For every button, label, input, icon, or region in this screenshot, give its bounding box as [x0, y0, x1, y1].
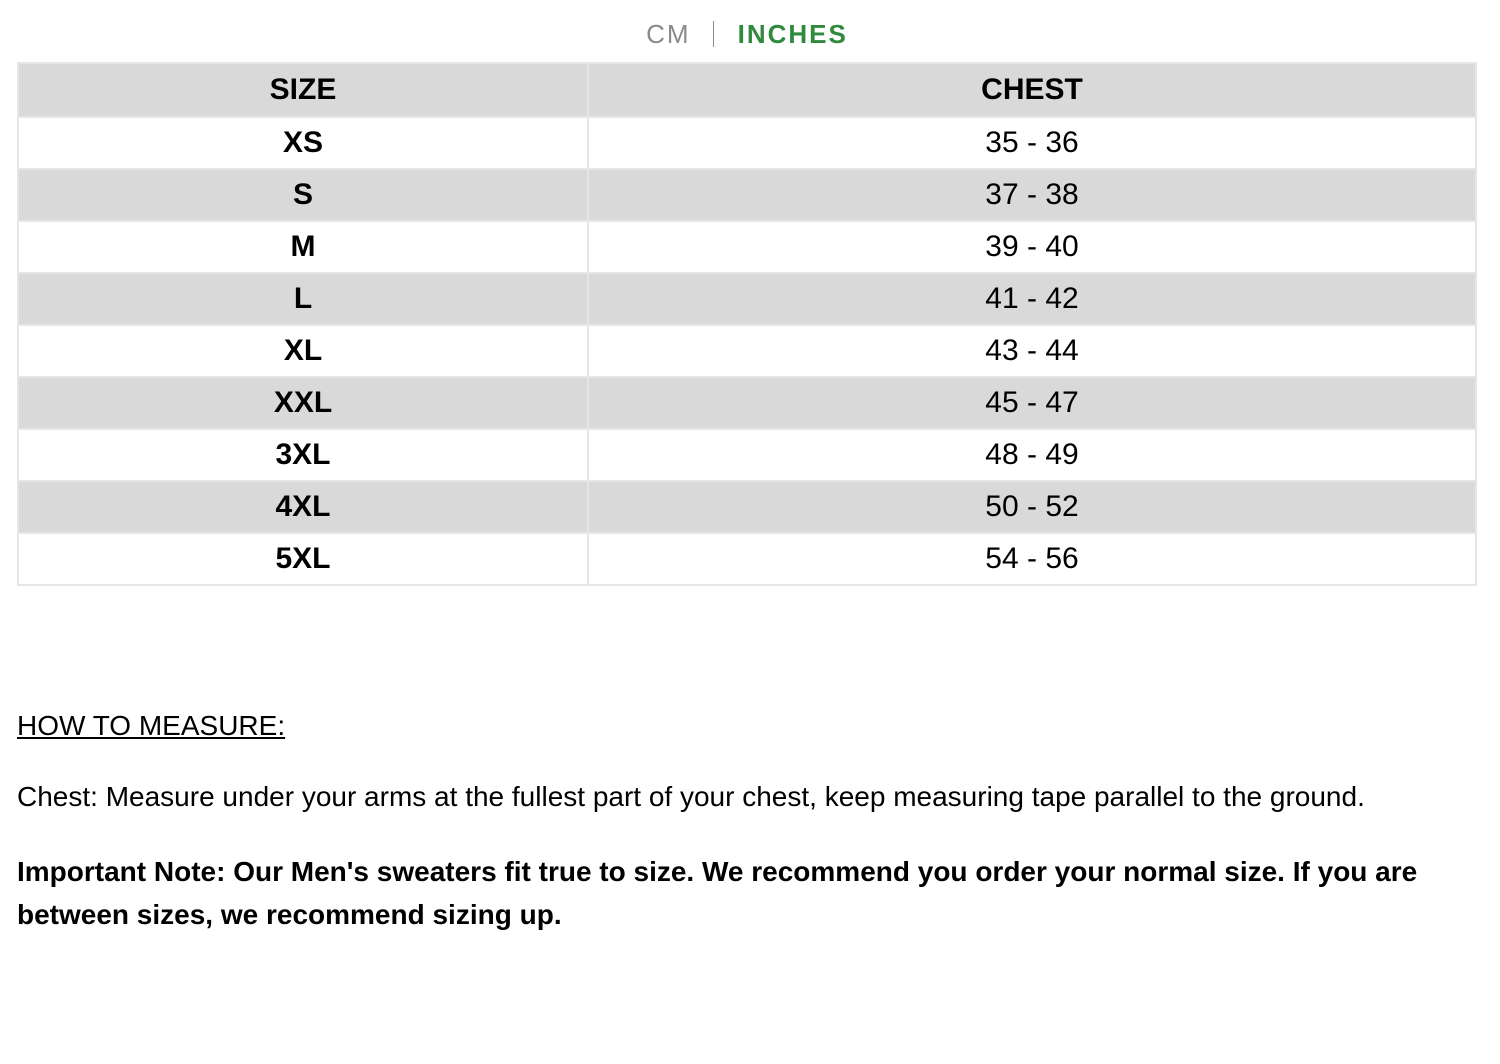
size-cell: S — [18, 169, 588, 221]
size-cell: 4XL — [18, 481, 588, 533]
size-cell: M — [18, 221, 588, 273]
unit-toggle — [0, 16, 1494, 52]
how-to-measure-heading: HOW TO MEASURE: — [17, 710, 286, 741]
chest-cell: 54 - 56 — [588, 533, 1476, 585]
size-cell: L — [18, 273, 588, 325]
table-row — [18, 117, 1476, 169]
table-row — [18, 221, 1476, 273]
size-chart-table — [17, 62, 1477, 586]
column-header-size: SIZE — [18, 63, 588, 117]
table-header-row — [18, 63, 1476, 117]
table-row — [18, 273, 1476, 325]
table-row — [18, 429, 1476, 481]
chest-cell: 35 - 36 — [588, 117, 1476, 169]
unit-inches-option[interactable]: INCHES — [737, 18, 848, 49]
unit-cm-option[interactable]: CM — [646, 18, 691, 49]
size-cell: XS — [18, 117, 588, 169]
chest-measure-instruction: Chest: Measure under your arms at the fullest part of your chest, keep measuring tape parallel to the ground. — [17, 781, 1365, 812]
table-row — [18, 377, 1476, 429]
chest-cell: 39 - 40 — [588, 221, 1476, 273]
size-cell: XL — [18, 325, 588, 377]
chest-cell: 48 - 49 — [588, 429, 1476, 481]
column-header-chest: CHEST — [588, 63, 1476, 117]
unit-divider — [713, 21, 714, 47]
table-row — [18, 481, 1476, 533]
table-row — [18, 169, 1476, 221]
chest-cell: 41 - 42 — [588, 273, 1476, 325]
size-cell: XXL — [18, 377, 588, 429]
chest-cell: 50 - 52 — [588, 481, 1476, 533]
chest-cell: 45 - 47 — [588, 377, 1476, 429]
size-cell: 5XL — [18, 533, 588, 585]
important-fit-note: Important Note: Our Men's sweaters fit true to size. We recommend you order your normal size. If you are between sizes, we recommend sizing up. — [17, 856, 1418, 930]
chest-cell: 43 - 44 — [588, 325, 1476, 377]
size-cell: 3XL — [18, 429, 588, 481]
chest-cell: 37 - 38 — [588, 169, 1476, 221]
table-row — [18, 325, 1476, 377]
table-row — [18, 533, 1476, 585]
